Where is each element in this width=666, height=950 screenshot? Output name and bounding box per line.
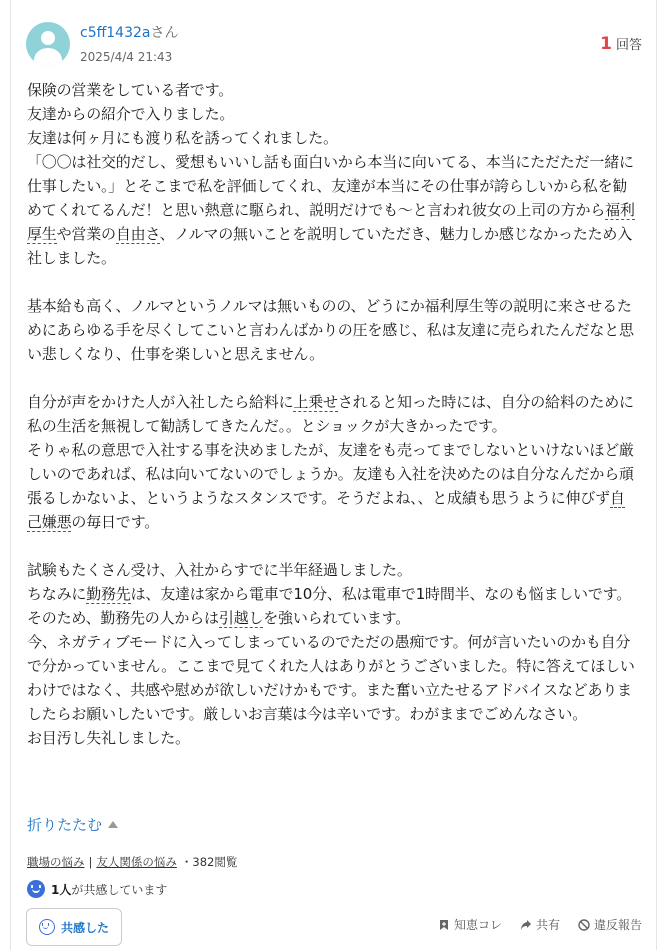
body-text: の毎日です。 試験もたくさん受け、入社からすでに半年経過しました。 ちなみに xyxy=(27,513,412,603)
avatar[interactable] xyxy=(26,22,70,66)
knowledge-label: 知恵コレ xyxy=(453,918,502,932)
share-button[interactable] xyxy=(520,916,560,933)
answer-count-label: 回答 xyxy=(615,38,642,53)
body-text: されると知った時には、自分の給料のために私の生活を無視して勧誘してきたんだ。。とショックが大きかったです。 そりゃ私の意思で入社する事を決めましたが、友達をも売ってまでしないといけないほど厳しいのであれば、私は向いてないのでしょうか。友達も入社を決めたのは自分なんだから頑張るしかないよ、というようなスタンスです。そうだよね、、と成績も思うように伸びず xyxy=(27,393,634,507)
answer-count-number: 1 xyxy=(600,34,612,54)
category-tags xyxy=(27,854,237,870)
chevron-up-icon xyxy=(108,821,118,828)
avatar-body-shape xyxy=(34,48,62,66)
report-button[interactable] xyxy=(578,916,642,933)
keyword-link-kinmu[interactable]: 勤務先 xyxy=(86,585,131,603)
body-text: 保険の営業をしている者です。 友達からの紹介で入りました。 友達は何ヶ月にも渡り私を誘ってくれました。 「〇〇は社交的だし、愛想もいいし話も面白いから本当に向いてる、本当にただただ一緒に仕事したい。」とそこまで私を評価してくれ、友達が本当にその仕事が誇らしいから私を勧めてくれてるんだ！と思い熱意に駆られ、説明だけでも〜と言われ彼女の上司の方から xyxy=(27,81,634,219)
user-info xyxy=(80,24,178,42)
bookmark-plus-icon xyxy=(438,919,450,931)
body-text: や営業の xyxy=(56,225,116,243)
tag-separator: | xyxy=(88,855,93,869)
knowledge-collection-button[interactable] xyxy=(438,916,502,933)
sympathize-button[interactable] xyxy=(26,908,122,946)
keyword-link-jiko[interactable]: 自己嫌悪 xyxy=(27,489,625,531)
body-text: 、ノルマの無いことを説明していただき、魅力しか感じなかったため入社しました。 基本給も高く、ノルマというノルマは無いものの、どうにか福利厚生等の説明に来させるためにあらゆる手を尽くしてこいと言わんばかりの圧を感じ、私は友達に売られたんだなと思い悲しくなり、仕事を楽しいと思えません。 自分が声をかけた人が入社したら給料に xyxy=(27,225,634,411)
prohibited-icon xyxy=(578,919,590,931)
keyword-link-jiyu[interactable]: 自由さ xyxy=(115,225,160,243)
body-text: は、友達は家から電車で10分、私は電車で1時間半、なのも悩ましいです。 そのため、勤務先の人からは xyxy=(27,585,632,627)
username-suffix: さん xyxy=(150,25,179,41)
sympathize-label: 共感した xyxy=(60,920,109,935)
sympathy-text: が共感しています xyxy=(71,882,168,897)
smile-outline-icon xyxy=(39,919,55,935)
action-bar xyxy=(438,916,642,933)
avatar-head-shape xyxy=(41,31,55,45)
keyword-link-uwanose[interactable]: 上乗せ xyxy=(293,393,338,411)
report-label: 違反報告 xyxy=(593,918,642,932)
share-arrow-icon xyxy=(520,919,532,931)
question-body xyxy=(27,78,639,750)
body-text: を強いられています。 今、ネガティブモードに入ってしまっているのでただの愚痴です。何が言いたいのかも自分で分かっていません。ここまで見てくれた人はありがとうございました。特に答えてほしいわけではなく、共感や慰めが欲しいだけかもです。また奮い立たせるアドバイスなどありましたらお願いしたいです。厳しいお言葉は今は辛いです。わがままでごめんなさい。 お目汚し失礼しました。 xyxy=(27,609,635,747)
answer-count[interactable] xyxy=(600,34,642,54)
tag-link-workplace[interactable]: 職場の悩み xyxy=(27,855,85,869)
collapse-button[interactable] xyxy=(27,814,118,835)
tag-link-friends[interactable]: 友人関係の悩み xyxy=(96,855,177,869)
sympathy-summary xyxy=(27,880,167,898)
username-link[interactable]: c5ff1432a xyxy=(80,25,151,41)
keyword-link-hikkoshi[interactable]: 引越し xyxy=(218,609,264,627)
sympathy-count: 1人 xyxy=(51,882,72,897)
share-label: 共有 xyxy=(535,918,560,932)
keyword-link-fukuri[interactable]: 福利厚生 xyxy=(27,201,635,243)
smile-icon xyxy=(27,880,45,898)
post-date: 2025/4/4 21:43 xyxy=(80,50,173,64)
view-count: ・382閲覧 xyxy=(180,855,238,869)
collapse-label: 折りたたむ xyxy=(27,816,103,834)
